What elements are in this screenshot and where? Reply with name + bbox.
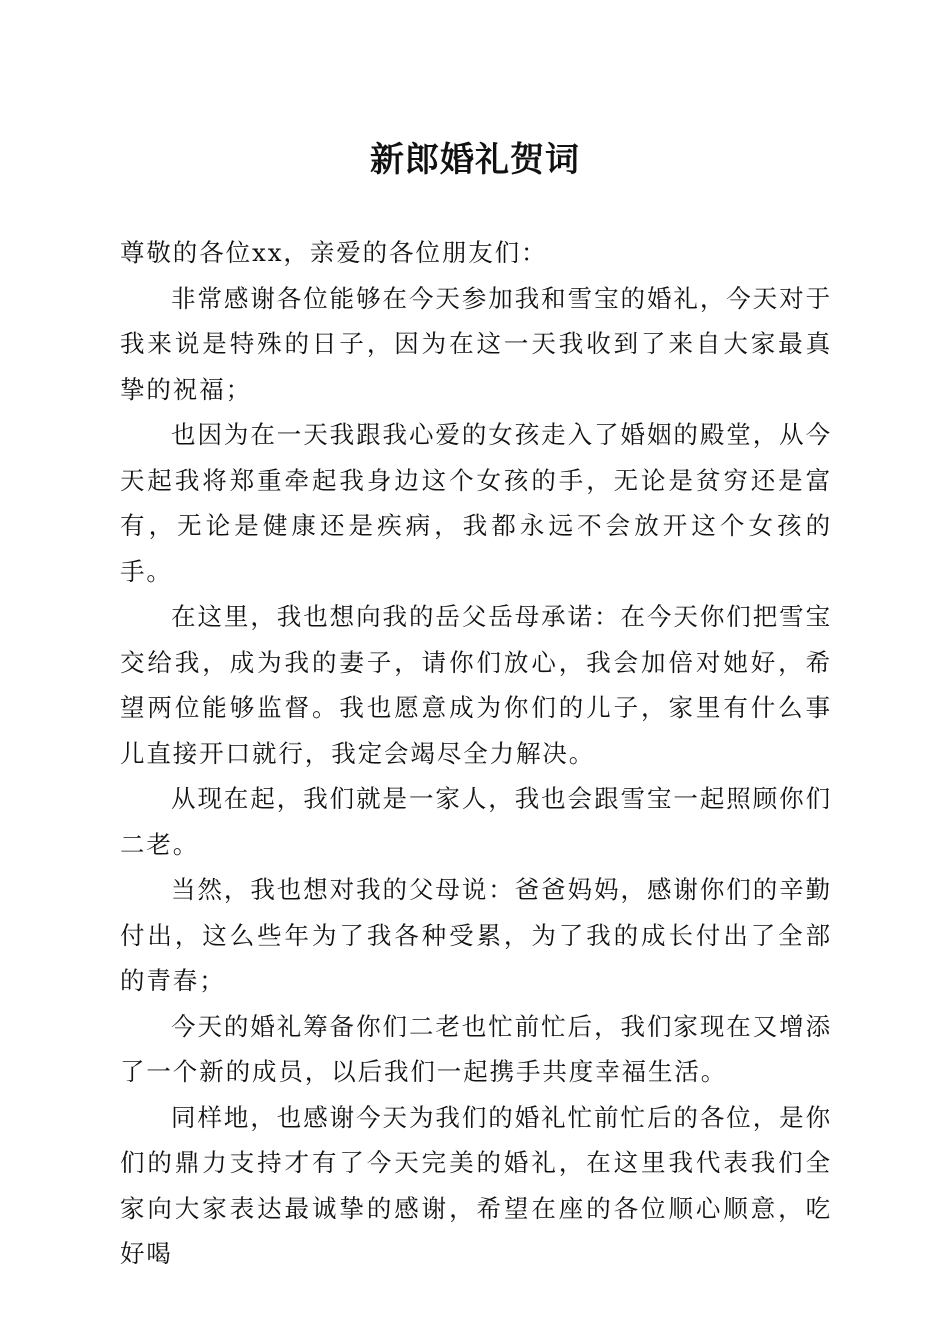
paragraph-parents: 当然，我也想对我的父母说：爸爸妈妈，感谢你们的辛勤付出，这么些年为了我各种受累，为了我的成长付出了全部的青春；	[120, 875, 832, 995]
paragraph-family: 从现在起，我们就是一家人，我也会跟雪宝一起照顾你们二老。	[120, 784, 832, 859]
paragraph-vow: 也因为在一天我跟我心爱的女孩走入了婚姻的殿堂，从今天起我将郑重牵起我身边这个女孩的手，无论是贫穷还是富有，无论是健康还是疾病，我都永远不会放开这个女孩的手。	[120, 420, 832, 586]
salutation: 尊敬的各位xx，亲爱的各位朋友们：	[120, 238, 548, 267]
paragraph-thanks: 非常感谢各位能够在今天参加我和雪宝的婚礼，今天对于我来说是特殊的日子，因为在这一天我收到了来自大家最真挚的祝福；	[120, 283, 832, 404]
document-title: 新郎婚礼贺词	[370, 140, 580, 180]
paragraph-preparation: 今天的婚礼筹备你们二老也忙前忙后，我们家现在又增添了一个新的成员，以后我们一起携手共度幸福生活。	[120, 1011, 832, 1086]
paragraph-guests: 同样地，也感谢今天为我们的婚礼忙前忙后的各位，是你们的鼎力支持才有了今天完美的婚礼，在这里我代表我们全家向大家表达最诚挚的感谢，希望在座的各位顺心顺意，吃好喝	[120, 1102, 832, 1268]
document-body	[120, 230, 832, 1277]
paragraph-in-laws: 在这里，我也想向我的岳父岳母承诺：在今天你们把雪宝交给我，成为我的妻子，请你们放心，我会加倍对她好，希望两位能够监督。我也愿意成为你们的儿子，家里有什么事儿直接开口就行，我定会竭尽全力解决。	[120, 602, 832, 768]
